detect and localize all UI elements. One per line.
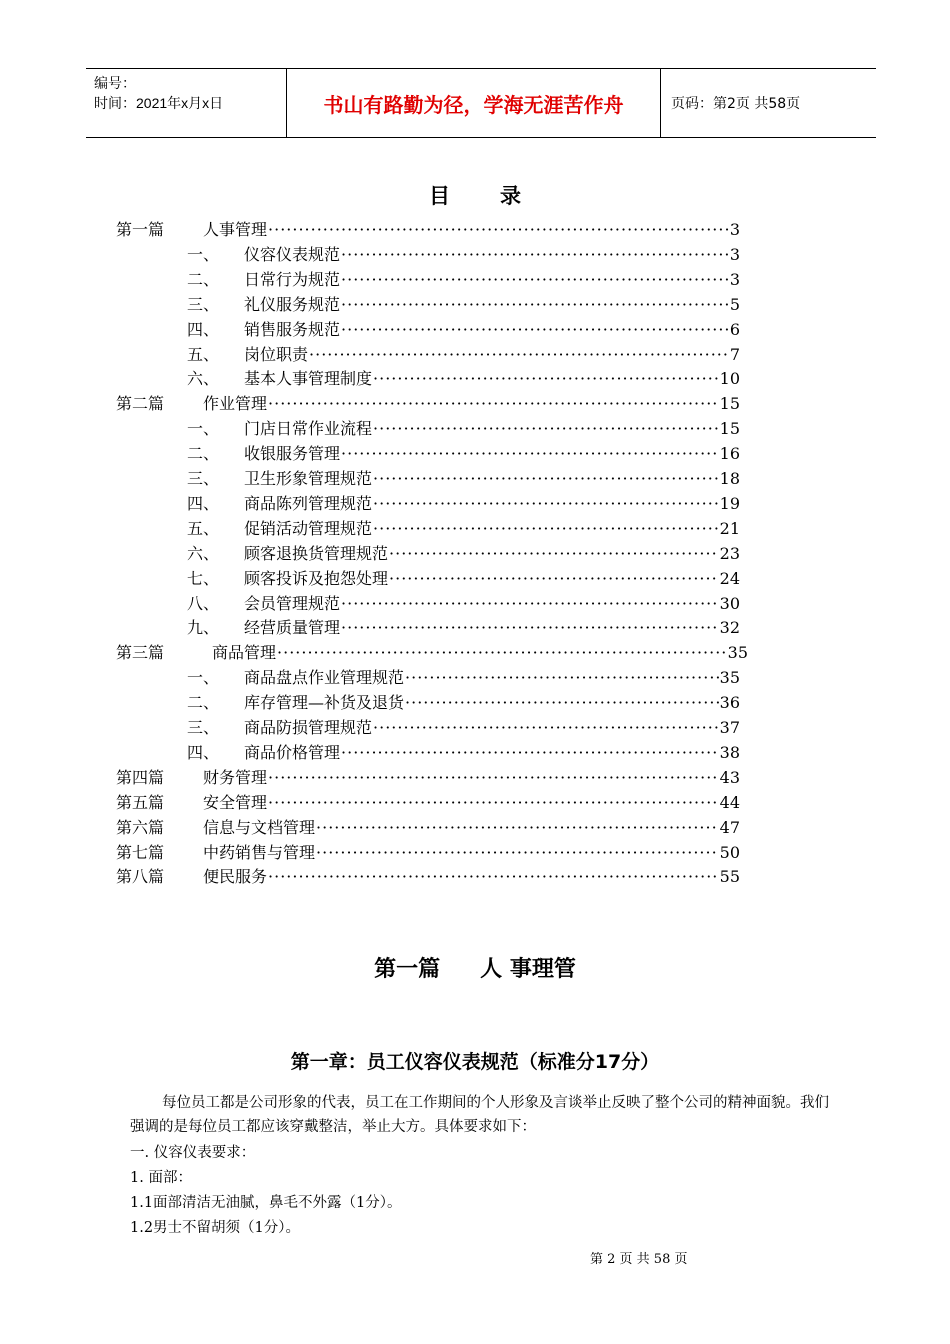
toc-row-label: 第七篇 — [116, 842, 165, 862]
toc-row[interactable] — [0, 391, 950, 416]
toc-row[interactable] — [0, 765, 950, 790]
toc-row-page: 7 — [729, 344, 740, 364]
toc-row[interactable] — [0, 815, 950, 840]
toc-row[interactable] — [0, 566, 950, 591]
toc-row-text: 礼仪服务规范 — [244, 294, 341, 314]
toc-row-leader — [309, 342, 729, 367]
toc-row-text: 岗位职责 — [244, 344, 309, 364]
toc-row-text: 中药销售与管理 — [203, 842, 316, 862]
toc-row[interactable] — [0, 640, 950, 665]
toc-row-text: 顾客退换货管理规范 — [244, 543, 389, 563]
section-line-1: 一. 仪容仪表要求： — [130, 1145, 256, 1161]
toc-row-page: 47 — [719, 817, 740, 837]
toc-row-page: 5 — [729, 294, 740, 314]
toc-row-text: 仪容仪表规范 — [244, 244, 341, 264]
toc-row-leader — [373, 715, 719, 740]
toc-row-label: 六、 — [187, 543, 220, 563]
toc-row-leader — [373, 516, 719, 541]
toc-row-label: 三、 — [187, 718, 220, 737]
toc-row-leader — [389, 541, 719, 566]
toc-row-text: 信息与文档管理 — [203, 817, 316, 837]
toc-row-leader — [373, 466, 719, 491]
toc-row-leader — [341, 317, 729, 342]
toc-row-page: 32 — [719, 618, 740, 638]
header-meta-cell — [86, 69, 287, 137]
toc-title-left: 目 — [429, 184, 450, 208]
part-heading — [0, 952, 950, 983]
toc-row-page: 38 — [719, 742, 740, 762]
toc-row-leader — [389, 566, 719, 591]
number-label: 编号： — [94, 75, 136, 91]
document-header — [86, 68, 876, 138]
toc-row-text: 卫生形象管理规范 — [244, 469, 373, 488]
toc-row-page: 44 — [719, 792, 740, 812]
toc-row-label: 五、 — [187, 344, 220, 364]
toc-row[interactable] — [0, 864, 950, 889]
toc-row-page: 35 — [719, 668, 740, 688]
toc-row-label: 第五篇 — [116, 792, 165, 812]
toc-row[interactable] — [0, 292, 950, 317]
toc-row-label: 二、 — [187, 269, 220, 289]
section-line-2: 1. 面部： — [130, 1170, 192, 1186]
toc-row-text: 商品管理 — [212, 643, 277, 663]
toc-title-right: 录 — [500, 184, 521, 208]
toc-row-page: 15 — [719, 394, 740, 414]
toc-row-label: 一、 — [187, 244, 220, 264]
toc-row-label: 第八篇 — [116, 867, 165, 887]
toc-row[interactable] — [0, 790, 950, 815]
toc-row-page: 36 — [719, 693, 740, 713]
toc-row-text: 销售服务规范 — [244, 319, 341, 339]
toc-row-text: 安全管理 — [203, 792, 268, 812]
toc-row-label: 一、 — [187, 419, 220, 439]
toc-row[interactable] — [0, 840, 950, 865]
toc-row-leader — [268, 765, 719, 790]
toc-row-leader — [268, 391, 719, 416]
toc-title — [0, 180, 950, 210]
toc-row-text: 日常行为规范 — [244, 269, 341, 289]
toc-row-text: 基本人事管理制度 — [244, 369, 373, 389]
toc-row-label: 一、 — [187, 668, 220, 688]
toc-row-leader — [341, 441, 719, 466]
toc-row-leader — [405, 690, 719, 715]
toc-row[interactable] — [0, 342, 950, 367]
toc-row-page: 10 — [719, 369, 740, 389]
toc-row-leader — [316, 840, 719, 865]
toc-row-label: 四、 — [187, 493, 220, 513]
toc-row-page: 50 — [719, 842, 740, 862]
toc-row-label: 第一篇 — [116, 220, 165, 239]
toc-row-label: 三、 — [187, 294, 220, 314]
toc-row-text: 商品价格管理 — [244, 742, 341, 762]
toc-row-leader — [341, 740, 719, 765]
toc-row-page: 23 — [719, 543, 740, 563]
toc-row-label: 四、 — [187, 319, 220, 339]
toc-row-page: 55 — [719, 867, 740, 887]
toc-row-leader — [341, 242, 729, 267]
toc-row-label: 七、 — [187, 568, 220, 588]
header-page-label: 页码：第2页 共58页 — [671, 96, 801, 112]
toc-row-text: 便民服务 — [203, 867, 268, 887]
toc-row[interactable] — [0, 267, 950, 292]
toc-row[interactable] — [0, 615, 950, 640]
toc-row[interactable] — [0, 715, 950, 740]
toc-row-text: 促销活动管理规范 — [244, 518, 373, 538]
intro-paragraph: 每位员工都是公司形象的代表，员工在工作期间的个人形象及言谈举止反映了整个公司的精神面貌。我们强调的是每位员工都应该穿戴整洁，举止大方。具体要求如下： — [130, 1095, 829, 1135]
toc-row[interactable] — [0, 541, 950, 566]
toc-row-leader — [341, 292, 729, 317]
toc-row-label: 第六篇 — [116, 817, 165, 837]
section-line-3: 1.1面部清洁无油腻，鼻毛不外露（1分）。 — [130, 1195, 402, 1211]
toc-row[interactable] — [0, 740, 950, 765]
toc-row-text: 商品盘点作业管理规范 — [244, 668, 405, 688]
toc-row[interactable] — [0, 491, 950, 516]
toc-row-page: 6 — [729, 319, 740, 339]
toc-row-label: 四、 — [187, 742, 220, 762]
toc-row-label: 五、 — [187, 518, 220, 538]
toc-row[interactable] — [0, 516, 950, 541]
toc-row-page: 21 — [719, 518, 740, 538]
toc-row-text: 财务管理 — [203, 767, 268, 787]
chapter-heading: 第一章：员工仪容仪表规范（标准分17分） — [290, 1051, 660, 1073]
toc-row-text: 作业管理 — [203, 394, 268, 414]
toc-row-page: 16 — [719, 444, 740, 464]
toc-row-leader — [316, 815, 719, 840]
toc-row[interactable] — [0, 441, 950, 466]
toc-row[interactable] — [0, 317, 950, 342]
toc-row-label: 第二篇 — [116, 394, 165, 414]
toc-row-leader — [405, 665, 719, 690]
toc-row-label: 六、 — [187, 369, 220, 389]
toc-row-text: 门店日常作业流程 — [244, 419, 373, 439]
toc-row-leader — [268, 790, 719, 815]
toc-row-leader — [373, 491, 719, 516]
toc-row-text: 经营质量管理 — [244, 618, 341, 638]
toc-row-page: 3 — [729, 244, 740, 264]
toc-row[interactable] — [0, 416, 950, 441]
toc-row-page: 43 — [719, 767, 740, 787]
toc-row-page: 18 — [719, 469, 740, 488]
page-footer: 第 2 页 共 58 页 — [590, 1252, 688, 1267]
part-heading-number: 第一篇 — [374, 957, 441, 982]
toc-row-label: 第四篇 — [116, 767, 165, 787]
toc-row-label: 第三篇 — [116, 643, 165, 663]
toc-row[interactable] — [0, 242, 950, 267]
toc-row[interactable] — [0, 690, 950, 715]
toc-row-text: 人事管理 — [203, 220, 268, 239]
toc-row-page: 24 — [719, 568, 740, 588]
toc-row-page: 19 — [719, 493, 740, 513]
toc-row-leader — [373, 366, 719, 391]
toc-row-text: 收银服务管理 — [244, 444, 341, 464]
toc-row-page: 37 — [719, 718, 740, 737]
toc-row-leader — [341, 267, 729, 292]
toc-row-page: 15 — [719, 419, 740, 439]
toc-row-text: 顾客投诉及抱怨处理 — [244, 568, 389, 588]
section-line-4: 1.2男士不留胡须（1分）。 — [130, 1220, 301, 1236]
toc-row-page: 35 — [727, 643, 748, 663]
toc-row-text: 商品防损管理规范 — [244, 718, 373, 737]
toc-row[interactable] — [0, 217, 950, 242]
toc-row[interactable] — [0, 591, 950, 616]
part-heading-title: 人 事理管 — [480, 957, 576, 982]
toc-row-leader — [268, 217, 729, 242]
toc-row[interactable] — [0, 466, 950, 491]
toc-row-text: 会员管理规范 — [244, 593, 341, 613]
toc-row-label: 九、 — [187, 618, 220, 638]
toc-row-leader — [268, 864, 719, 889]
toc-row-leader — [341, 591, 719, 616]
toc-row-leader — [277, 640, 727, 665]
toc-row-label: 三、 — [187, 469, 220, 488]
toc-row-leader — [341, 615, 719, 640]
toc-row-label: 二、 — [187, 693, 220, 713]
toc-row-page: 3 — [729, 220, 740, 239]
toc-row-page: 30 — [719, 593, 740, 613]
toc-row-label: 二、 — [187, 444, 220, 464]
toc-row-text: 商品陈列管理规范 — [244, 493, 373, 513]
toc-row[interactable] — [0, 665, 950, 690]
toc-row-page: 3 — [729, 269, 740, 289]
toc-row-label: 八、 — [187, 593, 220, 613]
toc-row-leader — [373, 416, 719, 441]
header-motto: 书山有路勤为径，学海无涯苦作舟 — [287, 69, 661, 137]
toc-row[interactable] — [0, 366, 950, 391]
toc-row-text: 库存管理—补货及退货 — [244, 693, 405, 713]
time-label: 时间：2021年x月x日 — [94, 95, 224, 111]
